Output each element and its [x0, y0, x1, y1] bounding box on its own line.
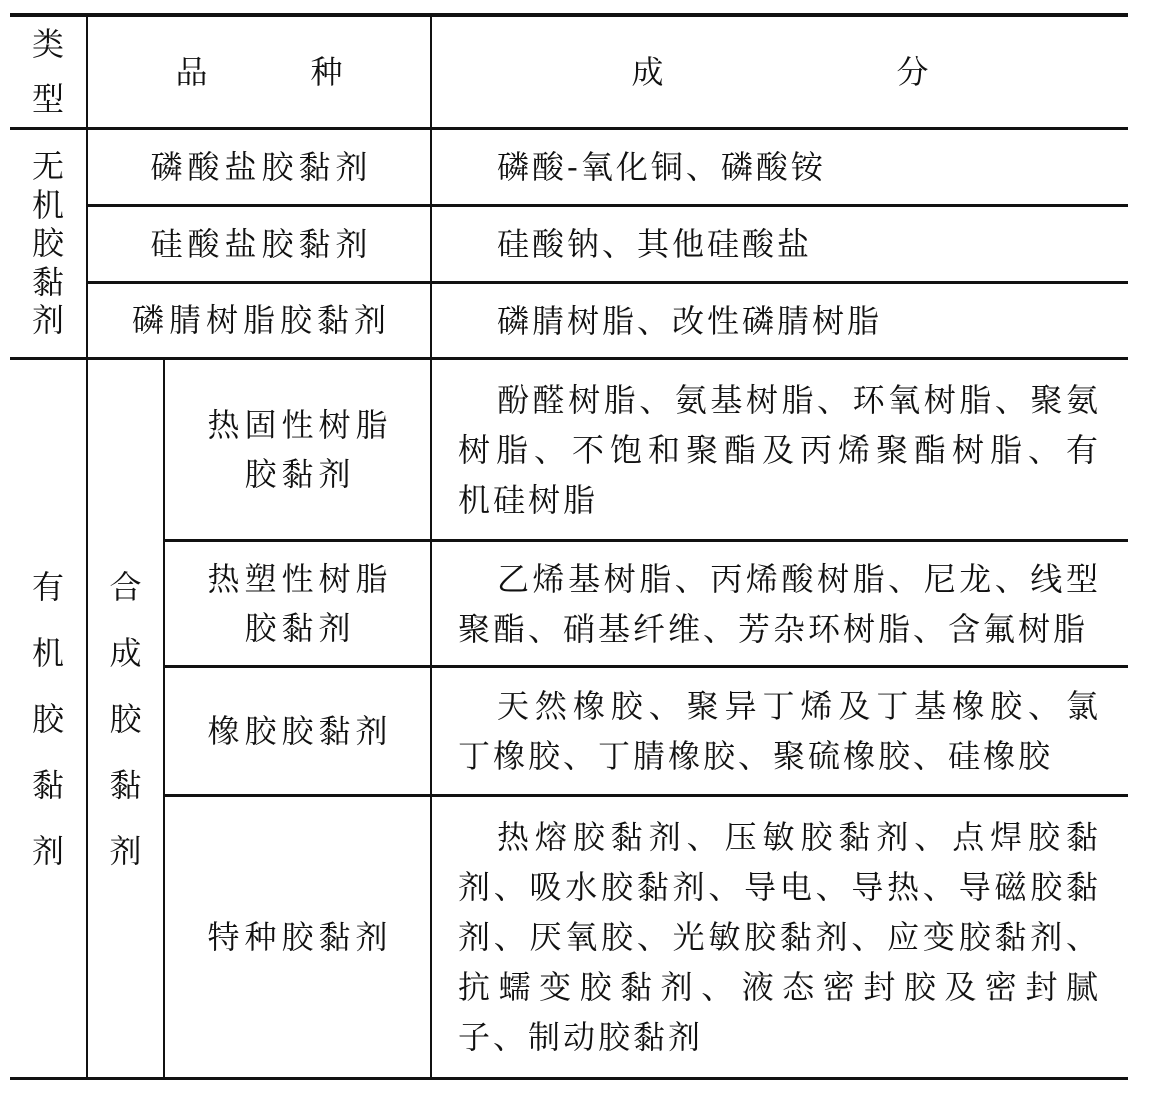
composition-thermosetting-resin-adhesive-cell [432, 360, 1128, 542]
subgroup-synthetic-cell [88, 360, 165, 1080]
composition-line: 硅酸钠、其他硅酸盐 [497, 225, 813, 263]
category-inorganic-cell [10, 130, 88, 360]
variety-special-adhesive-cell [165, 797, 432, 1080]
variety-silicate-adhesive: 硅酸盐胶黏剂 [150, 224, 373, 263]
composition-line: 乙烯基树脂、丙烯酸树脂、尼龙、线型 [497, 559, 1098, 598]
header-composition-label: 成分 [631, 53, 929, 91]
category-organic-cell [10, 360, 88, 1080]
variety-name-line: 热塑性树脂 [207, 559, 393, 598]
header-composition-cell [432, 17, 1128, 130]
variety-name-line: 胶黏剂 [244, 454, 356, 493]
variety-name-line: 胶黏剂 [244, 608, 356, 647]
composition-line: 热熔胶黏剂、压敏胶黏剂、点焊胶黏 [497, 818, 1098, 856]
composition-line: 机硅树脂 [458, 480, 599, 519]
variety-name-line: 橡胶胶黏剂 [207, 711, 393, 750]
variety-thermoplastic-resin-adhesive-cell [165, 542, 432, 668]
composition-line: 磷酸-氧化铜、磷酸铵 [497, 148, 826, 186]
composition-line: 聚酯、硝基纤维、芳杂环树脂、含氟树脂 [458, 609, 1089, 648]
composition-line: 剂、吸水胶黏剂、导电、导热、导磁胶黏 [458, 868, 1098, 906]
composition-line: 天然橡胶、聚异丁烯及丁基橡胶、氯 [497, 687, 1098, 725]
composition-phosphazene-resin-adhesive-cell [432, 284, 1128, 360]
variety-phosphate-adhesive-cell [88, 130, 432, 207]
variety-name-line: 特种胶黏剂 [207, 917, 393, 956]
header-type-label: 类型 [31, 25, 64, 118]
header-variety-cell [88, 17, 432, 130]
composition-line: 剂、厌氧胶、光敏胶黏剂、应变胶黏剂、 [458, 918, 1098, 956]
composition-phosphate-adhesive-cell [432, 130, 1128, 207]
category-inorganic-label: 无机胶黏剂 [31, 147, 64, 340]
composition-line: 磷腈树脂、改性磷腈树脂 [497, 301, 883, 340]
variety-phosphazene-resin-adhesive-cell [88, 284, 432, 360]
variety-rubber-adhesive-cell [165, 668, 432, 797]
composition-rubber-adhesive-cell [432, 668, 1128, 797]
composition-thermoplastic-resin-adhesive-cell [432, 542, 1128, 668]
variety-name-line: 热固性树脂 [207, 405, 393, 444]
variety-silicate-adhesive-cell [88, 207, 432, 284]
variety-thermosetting-resin-adhesive-cell [165, 360, 432, 542]
subgroup-synthetic-label: 合成胶黏剂 [109, 567, 142, 870]
composition-line: 抗蠕变胶黏剂、液态密封胶及密封腻 [458, 968, 1098, 1006]
header-variety-label: 品种 [175, 53, 343, 91]
category-organic-label: 有机胶黏剂 [31, 567, 64, 870]
composition-line: 丁橡胶、丁腈橡胶、聚硫橡胶、硅橡胶 [458, 737, 1054, 775]
composition-line: 树脂、不饱和聚酯及丙烯聚酯树脂、有 [458, 430, 1098, 469]
header-type-cell [10, 17, 88, 130]
composition-special-adhesive-cell [432, 797, 1128, 1080]
composition-line: 酚醛树脂、氨基树脂、环氧树脂、聚氨 [497, 380, 1098, 419]
composition-line: 子、制动胶黏剂 [458, 1018, 704, 1056]
variety-phosphazene-resin-adhesive: 磷腈树脂胶黏剂 [131, 301, 391, 339]
composition-silicate-adhesive-cell [432, 207, 1128, 284]
adhesive-classification-table [10, 13, 1128, 1080]
variety-phosphate-adhesive: 磷酸盐胶黏剂 [150, 147, 373, 186]
